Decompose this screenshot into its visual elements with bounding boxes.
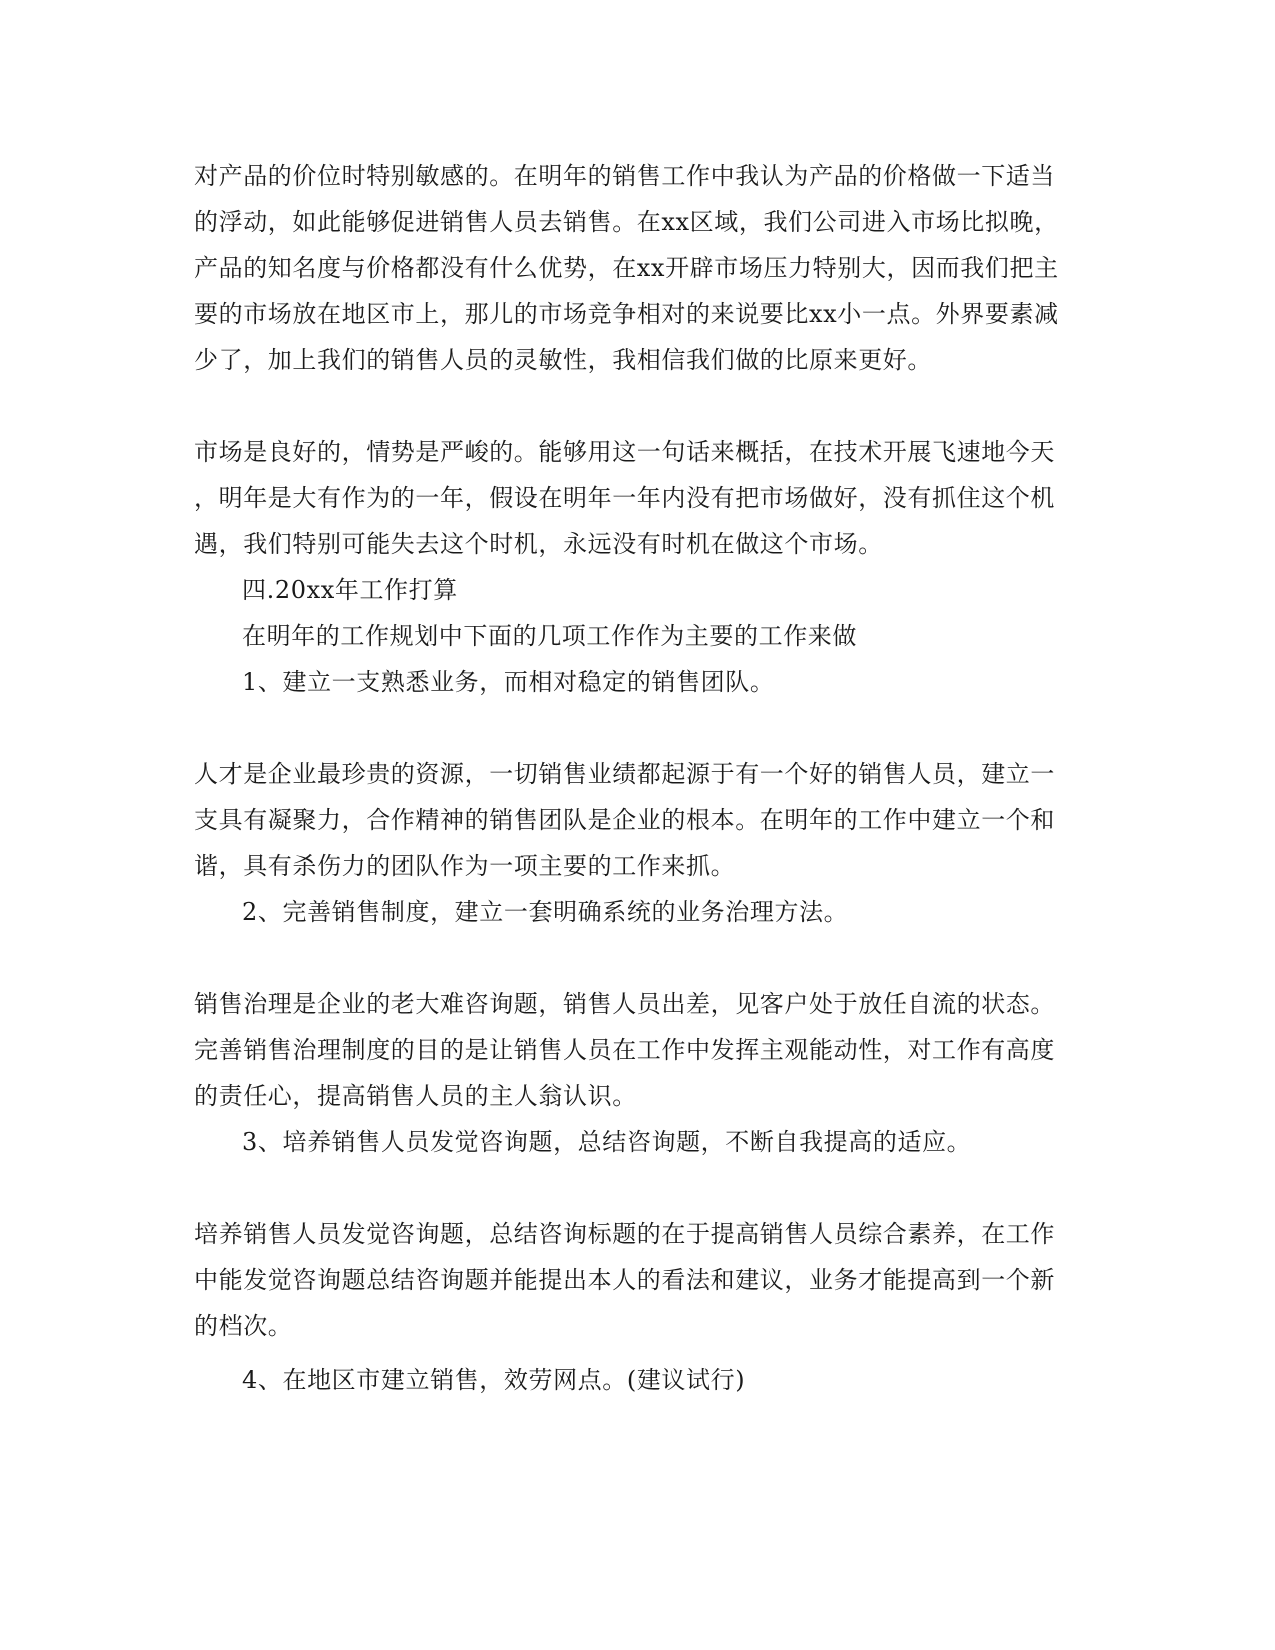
item-title: 2、完善销售制度，建立一套明确系统的业务治理方法。 (242, 898, 849, 926)
paragraph-line: 的责任心，提高销售人员的主人翁认识。 (194, 1082, 637, 1110)
paragraph-line: 对产品的价位时特别敏感的。在明年的销售工作中我认为产品的价格做一下适当 (194, 162, 1055, 190)
item-title: 3、培养销售人员发觉咨询题，总结咨询题，不断自我提高的适应。 (242, 1128, 972, 1156)
paragraph-line: 人才是企业最珍贵的资源，一切销售业绩都起源于有一个好的销售人员，建立一 (194, 760, 1055, 788)
paragraph-line: 要的市场放在地区市上，那儿的市场竞争相对的来说要比xx小一点。外界要素减 (194, 300, 1059, 328)
paragraph-line: 中能发觉咨询题总结咨询题并能提出本人的看法和建议，业务才能提高到一个新 (194, 1266, 1055, 1294)
section-heading: 四.20xx年工作打算 (242, 576, 458, 604)
paragraph-line: 支具有凝聚力，合作精神的销售团队是企业的根本。在明年的工作中建立一个和 (194, 806, 1055, 834)
paragraph-line: 培养销售人员发觉咨询题，总结咨询标题的在于提高销售人员综合素养，在工作 (194, 1220, 1055, 1248)
item-title: 4、在地区市建立销售，效劳网点。(建议试行) (242, 1366, 746, 1394)
paragraph-line: 少了，加上我们的销售人员的灵敏性，我相信我们做的比原来更好。 (194, 346, 932, 374)
paragraph-line: 谐，具有杀伤力的团队作为一项主要的工作来抓。 (194, 852, 736, 880)
paragraph-line: 市场是良好的，情势是严峻的。能够用这一句话来概括，在技术开展飞速地今天 (194, 438, 1055, 466)
paragraph-line: ，明年是大有作为的一年，假设在明年一年内没有把市场做好，没有抓住这个机 (194, 484, 1055, 512)
paragraph-line: 的浮动，如此能够促进销售人员去销售。在xx区域，我们公司进入市场比拟晚， (194, 208, 1059, 236)
paragraph-line: 完善销售治理制度的目的是让销售人员在工作中发挥主观能动性，对工作有高度 (194, 1036, 1055, 1064)
section-intro: 在明年的工作规划中下面的几项工作作为主要的工作来做 (242, 622, 857, 650)
paragraph-line: 产品的知名度与价格都没有什么优势，在xx开辟市场压力特别大，因而我们把主 (194, 254, 1059, 282)
paragraph-line: 遇，我们特别可能失去这个时机，永远没有时机在做这个市场。 (194, 530, 883, 558)
paragraph-line: 销售治理是企业的老大难咨询题，销售人员出差，见客户处于放任自流的状态。 (194, 990, 1055, 1018)
paragraph-line: 的档次。 (194, 1312, 293, 1340)
item-title: 1、建立一支熟悉业务，而相对稳定的销售团队。 (242, 668, 775, 696)
